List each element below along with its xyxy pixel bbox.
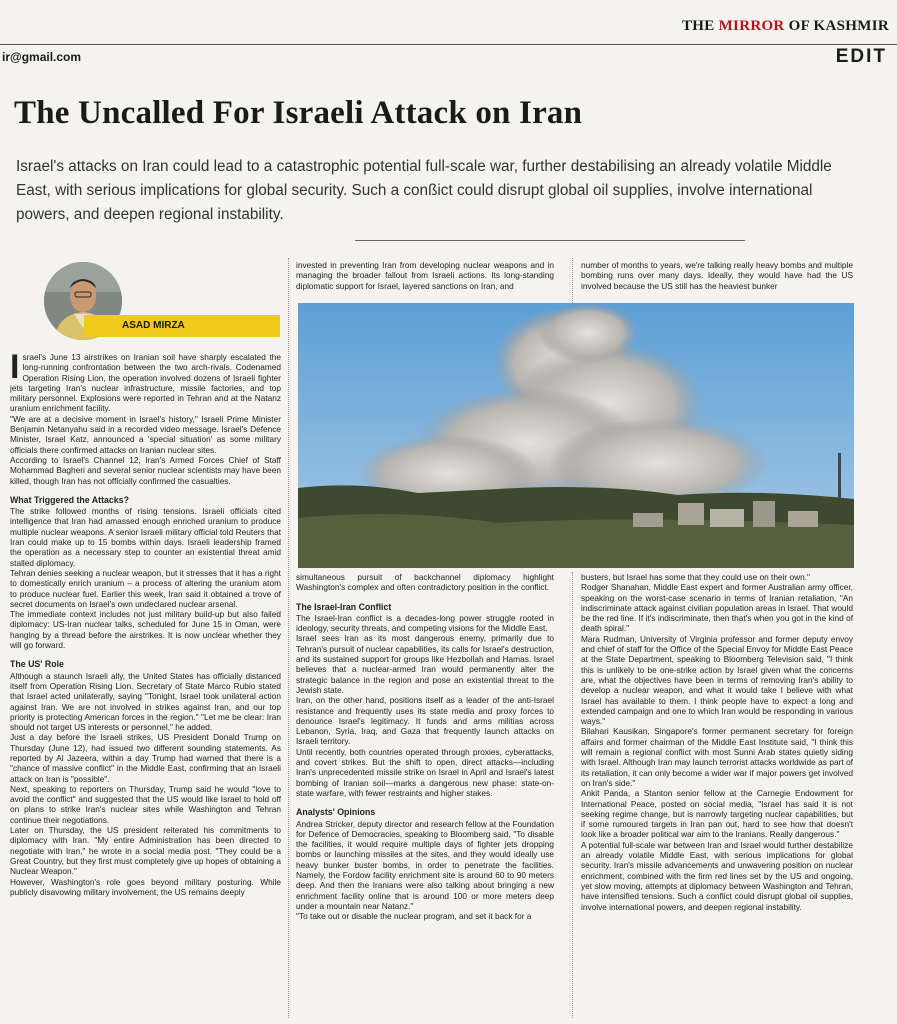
paragraph: Bilahari Kausikan, Singapore's former permanent secretary for foreign affairs and former chairman of the Middle East Institute said, "I think this will remain a regional conflict with most Sunni Arab states quietly siding with Israel. Although Iran may launch terrorist attacks worldwide as part of its retaliation, it can only become a wider war if major powers get involved on Iran's side.": [581, 726, 853, 788]
paragraph: A potential full-scale war between Iran and Israel would further destabilize an already volatile Middle East, with serious implications for global security. Iran's missile advancements and unwavering position on nuclear enrichment, combined with the firm red lines set by the US and ongoing, yet slow moving, attempts at diplomacy between Washington and Tehran, have intensified tensions. Such a conflict could disrupt global oil supplies, involve international powers, and deepen regional instability.: [581, 839, 853, 912]
drop-cap: I: [10, 348, 20, 386]
paragraph: Andrea Stricker, deputy director and research fellow at the Foundation for Defence of Democracies, speaking to Bloomberg said, "To disable the facilities, it would require multiple days of fighter jets dropping bombs or launching missiles at the sites, and they would ideally use heavy bunker buster bombs, in order to penetrate the facilities. Namely, the Fordow facility enrichment site is around 60 to 90 meters deep. And then the Iranians were also talking about bringing a new enrichment facility online that is around 100 or more meters deep under a mountain near Natanz.": [296, 818, 554, 911]
top-rule: [0, 44, 897, 45]
paragraph: "To take out or disable the nuclear program, and set it back for a: [296, 911, 532, 922]
masthead-of-kashmir: OF KASHMIR: [788, 18, 889, 34]
author-byline: [84, 315, 280, 337]
email-address: ir@gmail.com: [2, 50, 82, 64]
column-2: [296, 572, 554, 922]
paragraph: Just a day before the Israeli strikes, US President Donald Trump on Thursday (June 12), had issued two different sounding statements. As reported by Al Jazeera, within a day Trump had warned that there is a "chance of massive conflict" in the Middle East, confirming that an Israeli attack on Iran is "possible".: [10, 732, 281, 784]
paragraph: busters, but Israel has some that they could use on their own.": [581, 572, 810, 582]
paragraph: The immediate context includes not just military build-up but also failed diplomacy: US-Iran nuclear talks, scheduled for June 15 in Oman, were hanging by a thread before the airstrikes. It is now unclear whether they will go forward.: [10, 609, 281, 651]
paragraph: Israel sees Iran as its most dangerous enemy, primarily due to Tehran's pursuit of nuclear capabilities, its calls for Israel's destruction, and its sustained support for groups like Hezbollah and Hamas. Israel believes that a nuclear-armed Iran would permanently alter the strategic balance in the region and pose an existential threat to the Jewish state.: [296, 633, 554, 695]
explosion-photo: [298, 303, 854, 568]
masthead-the: THE: [681, 18, 715, 34]
subheading: The US' Role: [10, 659, 64, 670]
subheading: What Triggered the Attacks?: [10, 494, 129, 505]
paragraph: Iran, on the other hand, positions itself as a leader of the anti-Israel resistance and frequently uses its state media and proxy forces to denounce Israel's legitimacy. It funds and arms militias across Lebanon, Syria, Iraq, and Gaza that frequently launch attacks on Israeli territory.: [296, 695, 554, 747]
divider-rule: [355, 240, 745, 241]
paragraph: Although a staunch Israeli ally, the United States has officially distanced itself from Operation Rising Lion. Secretary of State Marco Rubio stated that Israel acted unilaterally, saying "Tonight, Israel took unilateral action against Iran. We are not involved in strikes against Iran, and our top priority is protecting American forces in the region." "Let me be clear: Iran should not target US interests or personnel," he added.: [10, 670, 281, 733]
column-divider: [572, 572, 573, 1018]
paragraph: Later on Thursday, the US president reiterated his commitments to diplomacy with Iran. "My entire Administration has been directed to negotiate with Iran," he wrote in a social media post. "They could be a Great Country, but they first must completely give up hopes of obtaining a Nuclear Weapon.": [10, 825, 281, 877]
masthead-mirror: MIRROR: [718, 18, 785, 34]
headline: The Uncalled For Israeli Attack on Iran: [14, 95, 583, 131]
column-divider: [572, 258, 573, 303]
paragraph: "We are at a decisive moment in Israel's history," Israeli Prime Minister Benjamin Netanyahu said in a recorded video message. Israel's Defence Minister, Israel Katz, announced a 'special situation' as some military officials there confirmed attacks on Iranian nuclear sites.: [10, 413, 281, 455]
paragraph: Mara Rudman, University of Virginia professor and former deputy envoy and chief of staff for the Office of the Special Envoy for Middle East Peace at the State Department, speaking to Bloomberg Television said, "I think this is unlikely to be one-strike action by Israel given what the concerns are, what the objectives have been in terms of removing Iran's ability to develop a nuclear weapon, and what it would take I believe with what Israel has available to them. I think people have to expect a long and extended campaign and one to which Iran would be responding in various ways.": [581, 633, 853, 727]
column-divider: [288, 258, 289, 1018]
paragraph: Tehran denies seeking a nuclear weapon, but it stresses that it has a right to domestically enrich uranium – a process of altering the uranium atom to produce nuclear fuel. Earlier this week, Iran said it obtained a trove of secret documents on Israel's own undeclared nuclear arsenal.: [10, 567, 281, 609]
paragraph: According to Israel's Channel 12, Iran's Armed Forces Chief of Staff Mohammad Bagheri and several senior nuclear scientists may have been killed, though Iran has not officially confirmed the casualties.: [10, 454, 281, 486]
column-3-top: number of months to years, we're talking really heavy bombs and multiple bombing runs over many days. Ideally, they would have had the US involved because the US still has the heaviest bunker: [581, 260, 853, 291]
paragraph: simultaneous pursuit of backchannel diplomacy highlight Washington's complex and often contradictory position in the conflict.: [296, 572, 554, 593]
paragraph: The Israel-Iran conflict is a decades-long power struggle rooted in ideology, security threats, and competing visions for the Middle East.: [296, 612, 554, 634]
author-name: ASAD MIRZA: [122, 320, 185, 331]
paragraph: Next, speaking to reporters on Thursday, Trump said he would "love to avoid the conflict" and suggested that the US would like Israel to hold off on plans to strike Iran's nuclear sites while Washington and Tehran continue their negotiations.: [10, 783, 281, 825]
paragraph: However, Washington's role goes beyond military posturing. While publicly disavowing military involvement, the US remains deeply: [10, 876, 281, 897]
paragraph: The strike followed months of rising tensions. Israeli officials cited intelligence that Iran had amassed enough enriched uranium to produce multiple nuclear weapons. A senior Israeli military official told Reuters that Iran could make up to 15 bombs within days. Israeli leadership framed the operation as a necessary step to counter an existential threat amid stalled diplomacy.: [10, 506, 281, 568]
subheading: Analysts' Opinions: [296, 807, 376, 818]
column-1: [10, 348, 281, 897]
paragraph: Rodger Shanahan, Middle East expert and former Australian army officer, speaking on the worst-case scenario in terms of Iranian retaliation, "An indiscriminate attack against civilian population areas in Israel. That would be the red line. If it's indiscriminate, then that's when you got in the kind of death spiral.": [581, 582, 853, 634]
subheading: The Israel-Iran Conflict: [296, 601, 392, 612]
paragraph: Ankit Panda, a Stanton senior fellow at the Carnegie Endowment for International Peace, posted on social media, "Israel has said it is not seeking regime change, but is narrowly targeting nuclear capabilities, but if some rumoured targets in Iran pan out, hard to see how that doesn't look like a broader political war aim to the Iranians. Really dangerous.": [581, 788, 853, 840]
column-3: [581, 572, 853, 912]
section-label: EDIT: [835, 46, 887, 67]
standfirst: Israel's attacks on Iran could lead to a catastrophic potential full-scale war, further destabilising an already volatile Middle East, with serious implications for global security. Such a conßict could disrupt global oil supplies, involve international powers, and deepen regional instability.: [16, 158, 832, 223]
paragraph: Until recently, both countries operated through proxies, cyberattacks, and covert strikes. But the shift to open, direct attacks—including Iran's unprecedented missile strike on Israel in April and Israel's latest bombing of Iranian soil—marks a dangerous new phase: state-on-state warfare, with fewer restraints and higher stakes.: [296, 746, 554, 798]
intro-paragraph: srael's June 13 airstrikes on Iranian soil have sharply escalated the long-running confrontation between the two arch-rivals. Codenamed Operation Rising Lion, the operation involved dozens of Israeli fighter jets targeting Iran's nuclear infrastructure, missile factories, and top military personnel. Explosions were reported in Tehran and at the Natanz uranium enrichment facility.: [10, 352, 281, 414]
masthead: [682, 18, 889, 35]
column-2-top: invested in preventing Iran from developing nuclear weapons and in managing the broader fallout from Israeli actions. Its long-standing diplomatic support for Israel, layered sanctions on Iran, and: [296, 260, 554, 291]
